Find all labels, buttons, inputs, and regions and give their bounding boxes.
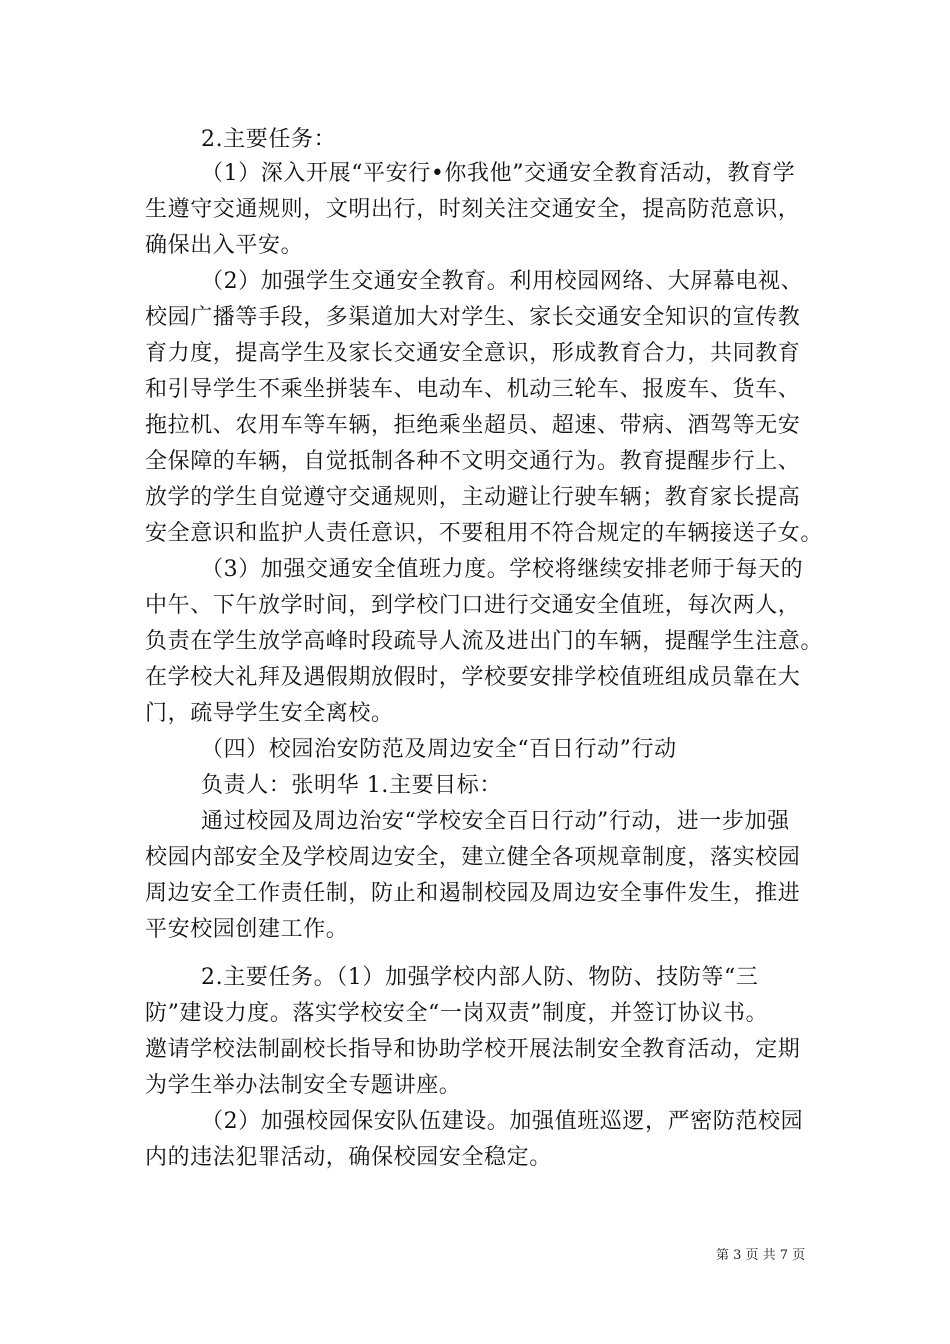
text-line: 拖拉机、农用车等车辆，拒绝乘坐超员、超速、带病、酒驾等无安 [145,413,801,438]
text-line: 邀请学校法制副校长指导和协助学校开展法制安全教育活动，定期 [145,1037,801,1062]
text-line: 放学的学生自觉遵守交通规则，主动避让行驶车辆；教育家长提高 [145,485,801,510]
text-line: 全保障的车辆，自觉抵制各种不文明交通行为。教育提醒步行上、 [145,449,801,474]
text-line: 中午、下午放学时间，到学校门口进行交通安全值班，每次两人， [145,593,801,618]
section-heading: （四）校园治安防范及周边安全“百日行动”行动 [201,737,677,762]
text-line: 防”建设力度。落实学校安全“一岗双责”制度，并签订协议书。 [145,1001,769,1026]
text-line: 2.主要任务。（1）加强学校内部人防、物防、技防等“三 [201,965,759,990]
text-line: （2）加强学生交通安全教育。利用校园网络、大屏幕电视、 [201,269,804,294]
text-line: 在学校大礼拜及遇假期放假时，学校要安排学校值班组成员靠在大 [145,665,801,690]
text-line: （1）深入开展“平安行•你我他”交通安全教育活动，教育学 [201,161,796,186]
text-line: 和引导学生不乘坐拼装车、电动车、机动三轮车、报废车、货车、 [145,377,801,402]
text-line: 育力度，提高学生及家长交通安全意识，形成教育合力，共同教育 [145,341,801,366]
text-line: 生遵守交通规则，文明出行，时刻关注交通安全，提高防范意识， [145,197,801,222]
text-line: （2）加强校园保安队伍建设。加强值班巡逻，严密防范校园 [201,1109,804,1134]
text-line: （3）加强交通安全值班力度。学校将继续安排老师于每天的 [201,557,804,582]
text-line: 通过校园及周边治安“学校安全百日行动”行动，进一步加强 [201,809,790,834]
text-line: 周边安全工作责任制，防止和遏制校园及周边安全事件发生，推进 [145,881,801,906]
text-line: 平安校园创建工作。 [145,917,349,942]
text-line: 内的违法犯罪活动，确保校园安全稳定。 [145,1145,552,1170]
text-line: 门，疏导学生安全离校。 [145,701,394,726]
text-line: 2.主要任务： [201,127,337,152]
text-line: 负责在学生放学高峰时段疏导人流及进出门的车辆，提醒学生注意。 [145,629,824,654]
text-line: 校园广播等手段，多渠道加大对学生、家长交通安全知识的宣传教 [145,305,801,330]
text-line: 负责人：张明华 1.主要目标： [201,773,502,798]
text-line: 为学生举办法制安全专题讲座。 [145,1073,462,1098]
text-line: 安全意识和监护人责任意识，不要租用不符合规定的车辆接送子女。 [145,521,824,546]
text-line: 确保出入平安。 [145,233,304,258]
page-number: 第 3 页 共 7 页 [716,1248,806,1263]
text-line: 校园内部安全及学校周边安全，建立健全各项规章制度，落实校园 [145,845,801,870]
